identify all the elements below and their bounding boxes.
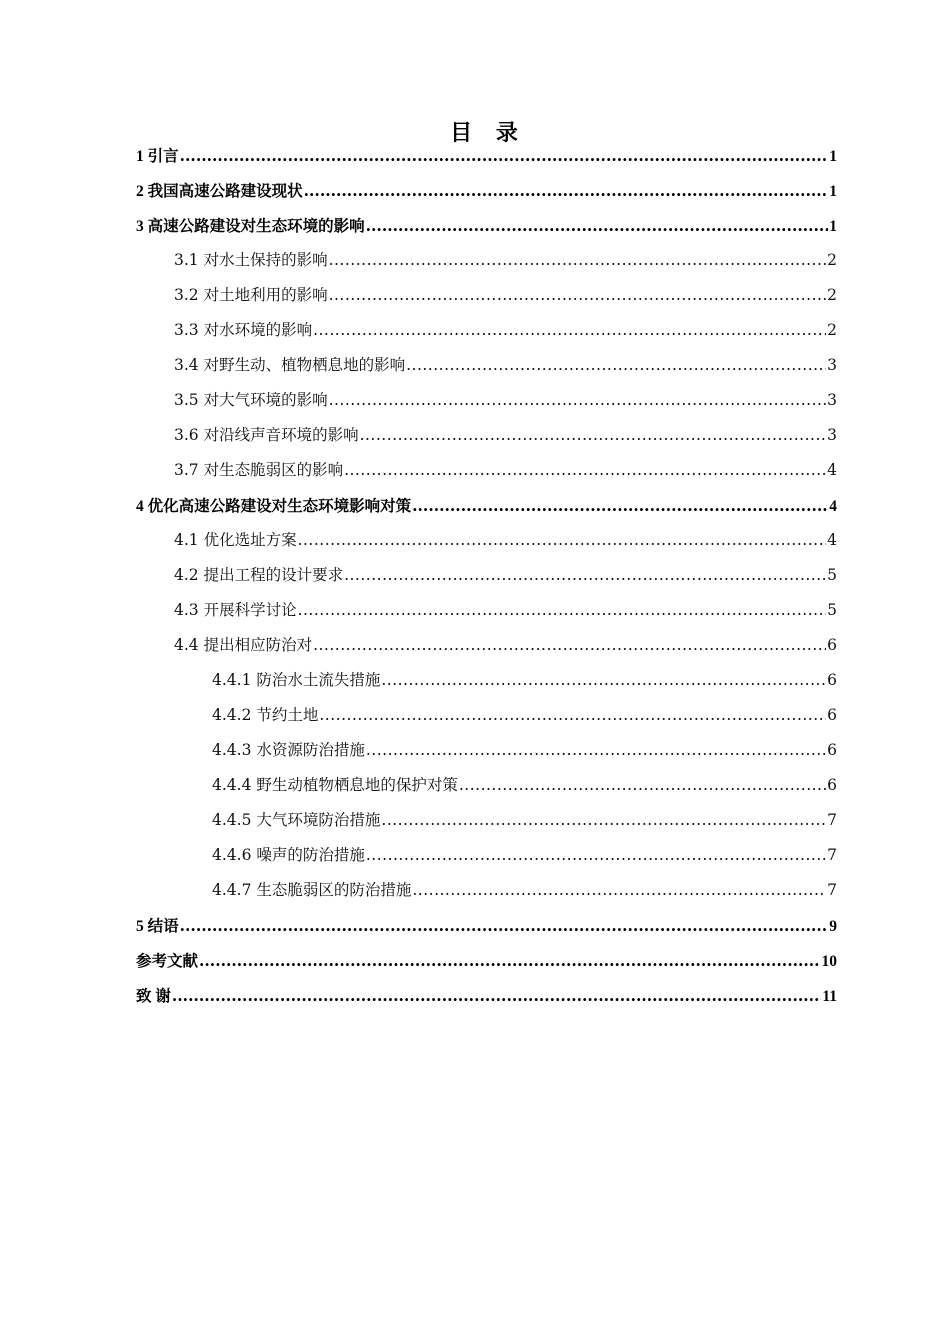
toc-entry-page-number: 7 <box>827 811 837 829</box>
table-of-contents <box>136 138 837 1013</box>
toc-entry-label: 4.2 提出工程的设计要求 <box>174 566 344 584</box>
toc-leader-dots <box>172 978 821 1013</box>
toc-entry[interactable] <box>136 558 837 593</box>
toc-entry[interactable] <box>136 908 837 943</box>
toc-leader-dots <box>329 243 827 278</box>
toc-leader-dots <box>412 873 826 908</box>
toc-leader-dots <box>199 943 820 978</box>
toc-leader-dots <box>180 908 829 943</box>
toc-entry-label: 3.3 对水环境的影响 <box>174 321 313 339</box>
toc-entry-label: 4.1 优化选址方案 <box>174 531 297 549</box>
toc-leader-dots <box>298 593 827 628</box>
toc-entry-page-number: 3 <box>827 426 837 444</box>
toc-entry-label: 3 高速公路建设对生态环境的影响 <box>136 218 365 235</box>
toc-entry-label: 3.1 对水土保持的影响 <box>174 251 328 269</box>
toc-entry[interactable] <box>136 418 837 453</box>
toc-leader-dots <box>412 488 828 523</box>
toc-leader-dots <box>319 698 826 733</box>
toc-entry[interactable] <box>136 628 837 663</box>
toc-entry-label: 4.3 开展科学讨论 <box>174 601 297 619</box>
toc-entry[interactable] <box>136 593 837 628</box>
toc-entry[interactable] <box>136 383 837 418</box>
toc-entry-page-number: 2 <box>827 251 837 269</box>
toc-entry-label: 5 结语 <box>136 918 179 935</box>
toc-entry-label: 1 引言 <box>136 148 179 165</box>
toc-entry[interactable] <box>136 698 837 733</box>
toc-entry-page-number: 6 <box>827 636 837 654</box>
toc-entry-label: 4.4.3 水资源防治措施 <box>212 741 365 759</box>
toc-entry-page-number: 2 <box>827 321 837 339</box>
toc-leader-dots <box>344 558 826 593</box>
toc-leader-dots <box>304 173 829 208</box>
toc-entry-page-number: 2 <box>827 286 837 304</box>
toc-entry-label: 致 谢 <box>136 988 171 1005</box>
toc-leader-dots <box>313 313 826 348</box>
toc-entry-page-number: 5 <box>827 566 837 584</box>
toc-entry-label: 3.6 对沿线声音环境的影响 <box>174 426 359 444</box>
toc-leader-dots <box>329 278 827 313</box>
toc-entry-label: 4.4.1 防治水土流失措施 <box>212 671 381 689</box>
toc-entry[interactable] <box>136 838 837 873</box>
toc-entry-label: 4.4.6 噪声的防治措施 <box>212 846 365 864</box>
toc-entry[interactable] <box>136 803 837 838</box>
toc-entry-page-number: 1 <box>829 183 837 200</box>
toc-entry[interactable] <box>136 173 837 208</box>
toc-leader-dots <box>459 768 826 803</box>
toc-leader-dots <box>344 453 826 488</box>
toc-entry-label: 4.4.7 生态脆弱区的防治措施 <box>212 881 412 899</box>
toc-entry-label: 4.4 提出相应防治对 <box>174 636 313 654</box>
toc-entry[interactable] <box>136 208 837 243</box>
toc-entry-page-number: 9 <box>829 918 837 935</box>
toc-leader-dots <box>381 663 826 698</box>
toc-entry[interactable] <box>136 278 837 313</box>
toc-leader-dots <box>366 208 829 243</box>
toc-entry-label: 4.4.2 节约土地 <box>212 706 319 724</box>
toc-title: 目 录 <box>450 120 526 146</box>
toc-entry[interactable] <box>136 943 837 978</box>
toc-leader-dots <box>381 803 826 838</box>
toc-entry[interactable] <box>136 768 837 803</box>
toc-leader-dots <box>329 383 827 418</box>
toc-entry-page-number: 4 <box>829 498 837 515</box>
toc-leader-dots <box>313 628 826 663</box>
toc-entry[interactable] <box>136 138 837 173</box>
toc-entry-page-number: 5 <box>827 601 837 619</box>
toc-entry[interactable] <box>136 663 837 698</box>
toc-entry[interactable] <box>136 978 837 1013</box>
toc-entry-page-number: 3 <box>827 391 837 409</box>
toc-entry-page-number: 6 <box>827 741 837 759</box>
toc-entry[interactable] <box>136 453 837 488</box>
toc-entry-label: 4 优化高速公路建设对生态环境影响对策 <box>136 498 412 515</box>
toc-entry-label: 3.5 对大气环境的影响 <box>174 391 328 409</box>
toc-entry-page-number: 10 <box>821 953 837 970</box>
toc-entry-page-number: 7 <box>827 881 837 899</box>
toc-leader-dots <box>298 523 827 558</box>
toc-leader-dots <box>406 348 826 383</box>
toc-entry-page-number: 1 <box>829 218 837 235</box>
toc-leader-dots <box>360 418 827 453</box>
toc-entry-page-number: 4 <box>827 531 837 549</box>
toc-entry-label: 4.4.4 野生动植物栖息地的保护对策 <box>212 776 458 794</box>
toc-entry[interactable] <box>136 348 837 383</box>
toc-entry-page-number: 6 <box>827 671 837 689</box>
toc-entry-label: 参考文献 <box>136 953 199 970</box>
toc-entry-page-number: 3 <box>827 356 837 374</box>
toc-entry[interactable] <box>136 523 837 558</box>
toc-entry-page-number: 7 <box>827 846 837 864</box>
toc-entry-label: 4.4.5 大气环境防治措施 <box>212 811 381 829</box>
toc-entry-page-number: 11 <box>822 988 837 1005</box>
toc-entry-label: 3.2 对土地利用的影响 <box>174 286 328 304</box>
toc-entry[interactable] <box>136 313 837 348</box>
toc-leader-dots <box>180 138 829 173</box>
toc-entry-label: 3.4 对野生动、植物栖息地的影响 <box>174 356 406 374</box>
toc-leader-dots <box>366 838 826 873</box>
toc-entry-label: 3.7 对生态脆弱区的影响 <box>174 461 344 479</box>
toc-entry[interactable] <box>136 488 837 523</box>
toc-entry[interactable] <box>136 733 837 768</box>
toc-entry[interactable] <box>136 243 837 278</box>
toc-entry-page-number: 1 <box>829 148 837 165</box>
toc-entry-page-number: 6 <box>827 776 837 794</box>
toc-entry[interactable] <box>136 873 837 908</box>
toc-entry-label: 2 我国高速公路建设现状 <box>136 183 303 200</box>
toc-entry-page-number: 4 <box>827 461 837 479</box>
toc-leader-dots <box>366 733 826 768</box>
toc-entry-page-number: 6 <box>827 706 837 724</box>
